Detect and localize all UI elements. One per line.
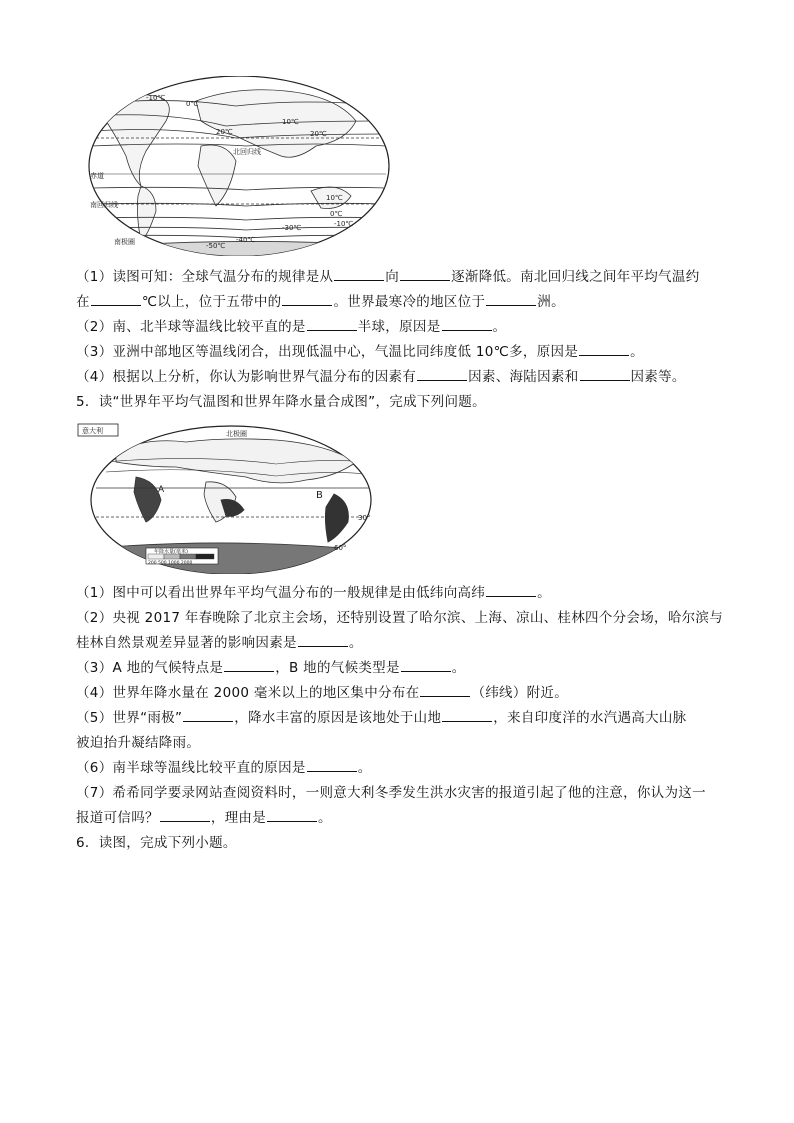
- tropic-south-label: 南回归线: [90, 201, 118, 209]
- q4-line-3: （2）南、北半球等温线比较平直的是 半球，原因是 。: [76, 319, 507, 335]
- equator-label: 赤道: [90, 172, 104, 180]
- q6-title: 6．读图，完成下列小题。: [76, 835, 237, 851]
- answer-blank[interactable]: [224, 659, 274, 672]
- answer-blank[interactable]: [580, 368, 630, 381]
- isotherm-label: 20℃: [216, 128, 233, 136]
- isotherm-label: -30℃: [282, 224, 302, 232]
- answer-blank[interactable]: [442, 318, 492, 331]
- italy-label: 意大利: [82, 427, 103, 435]
- answer-blank[interactable]: [486, 584, 536, 597]
- q5-sub-2-line-1: （2）央视 2017 年春晚除了北京主会场，还特别设置了哈尔滨、上海、凉山、桂林四个分会场，哈尔滨与: [76, 610, 724, 626]
- q5-sub-5-line-2: 被迫抬升凝结降雨。: [76, 735, 201, 751]
- answer-blank[interactable]: [298, 634, 348, 647]
- answer-blank[interactable]: [307, 759, 357, 772]
- q5-sub-7-line-1: （7）希希同学要录网站查阅资料时，一则意大利冬季发生洪水灾害的报道引起了他的注意，你认为这一: [76, 785, 706, 801]
- q4-line-2: 在 ℃以上，位于五带中的 。世界最寒冷的地区位于 洲。: [76, 294, 565, 310]
- isotherm-label: 10℃: [326, 194, 343, 202]
- answer-blank[interactable]: [579, 343, 629, 356]
- answer-blank[interactable]: [401, 659, 451, 672]
- q4-line-5: （4）根据以上分析，你认为影响世界气温分布的因素有 因素、海陆因素和 因素等。: [76, 369, 686, 385]
- tropic-north-label: 北回归线: [233, 148, 261, 156]
- isotherm-label: -40℃: [236, 236, 256, 244]
- answer-blank[interactable]: [282, 293, 332, 306]
- point-a-label: A: [158, 485, 165, 495]
- isotherm-label: 0℃: [330, 210, 343, 218]
- answer-blank[interactable]: [442, 709, 492, 722]
- q5-sub-2-line-2: 桂林自然景观差异显著的影响因素是 。: [76, 635, 363, 651]
- isotherm-label: -10℃: [146, 94, 166, 102]
- isotherm-label: -50℃: [206, 242, 226, 250]
- answer-blank[interactable]: [183, 709, 233, 722]
- lat-30-label: 30°: [358, 514, 371, 522]
- isotherm-label: 10℃: [282, 118, 299, 126]
- q5-sub-6: （6）南半球等温线比较平直的原因是 。: [76, 760, 372, 776]
- answer-blank[interactable]: [486, 293, 536, 306]
- answer-blank[interactable]: [400, 268, 450, 281]
- isotherm-label: -10℃: [334, 220, 354, 228]
- arctic-label: 北极圈: [226, 430, 247, 438]
- q5-sub-7-line-2: 报道可信吗？ ，理由是 。: [76, 810, 332, 826]
- answer-blank[interactable]: [334, 268, 384, 281]
- world-temperature-map: [86, 76, 392, 256]
- lat-60-label: 60°: [334, 544, 347, 552]
- answer-blank[interactable]: [267, 809, 317, 822]
- antarctic-label: 南极圈: [114, 238, 135, 246]
- q5-sub-4: （4）世界年降水量在 2000 毫米以上的地区集中分布在 （纬线）附近。: [76, 685, 569, 701]
- q5-sub-5-line-1: （5）世界“雨极” ，降水丰富的原因是该地处于山地 ，来自印度洋的水汽遇高大山脉: [76, 710, 687, 726]
- world-temperature-precipitation-map: [76, 422, 382, 574]
- answer-blank[interactable]: [307, 318, 357, 331]
- legend-title: 年降水量(毫米): [154, 549, 188, 555]
- q4-line-4: （3）亚洲中部地区等温线闭合，出现低温中心，气温比同纬度低 10℃多，原因是 。: [76, 344, 644, 360]
- point-b-label: B: [316, 490, 323, 501]
- isotherm-label: 0℃: [186, 100, 199, 108]
- q5-sub-1: （1）图中可以看出世界年平均气温分布的一般规律是由低纬向高纬 。: [76, 585, 551, 601]
- answer-blank[interactable]: [160, 809, 210, 822]
- q5-title: 5．读“世界年平均气温图和世界年降水量合成图”，完成下列问题。: [76, 394, 486, 410]
- answer-blank[interactable]: [417, 368, 467, 381]
- isotherm-label: 20℃: [310, 130, 327, 138]
- answer-blank[interactable]: [91, 293, 141, 306]
- legend-scale: 200 500 1000 2000: [148, 561, 193, 566]
- q5-sub-3: （3）A 地的气候特点是 ，B 地的气候类型是 。: [76, 660, 466, 676]
- answer-blank[interactable]: [420, 684, 470, 697]
- q4-line-1: （1）读图可知：全球气温分布的规律是从 向 逐渐降低。南北回归线之间年平均气温约: [76, 269, 700, 285]
